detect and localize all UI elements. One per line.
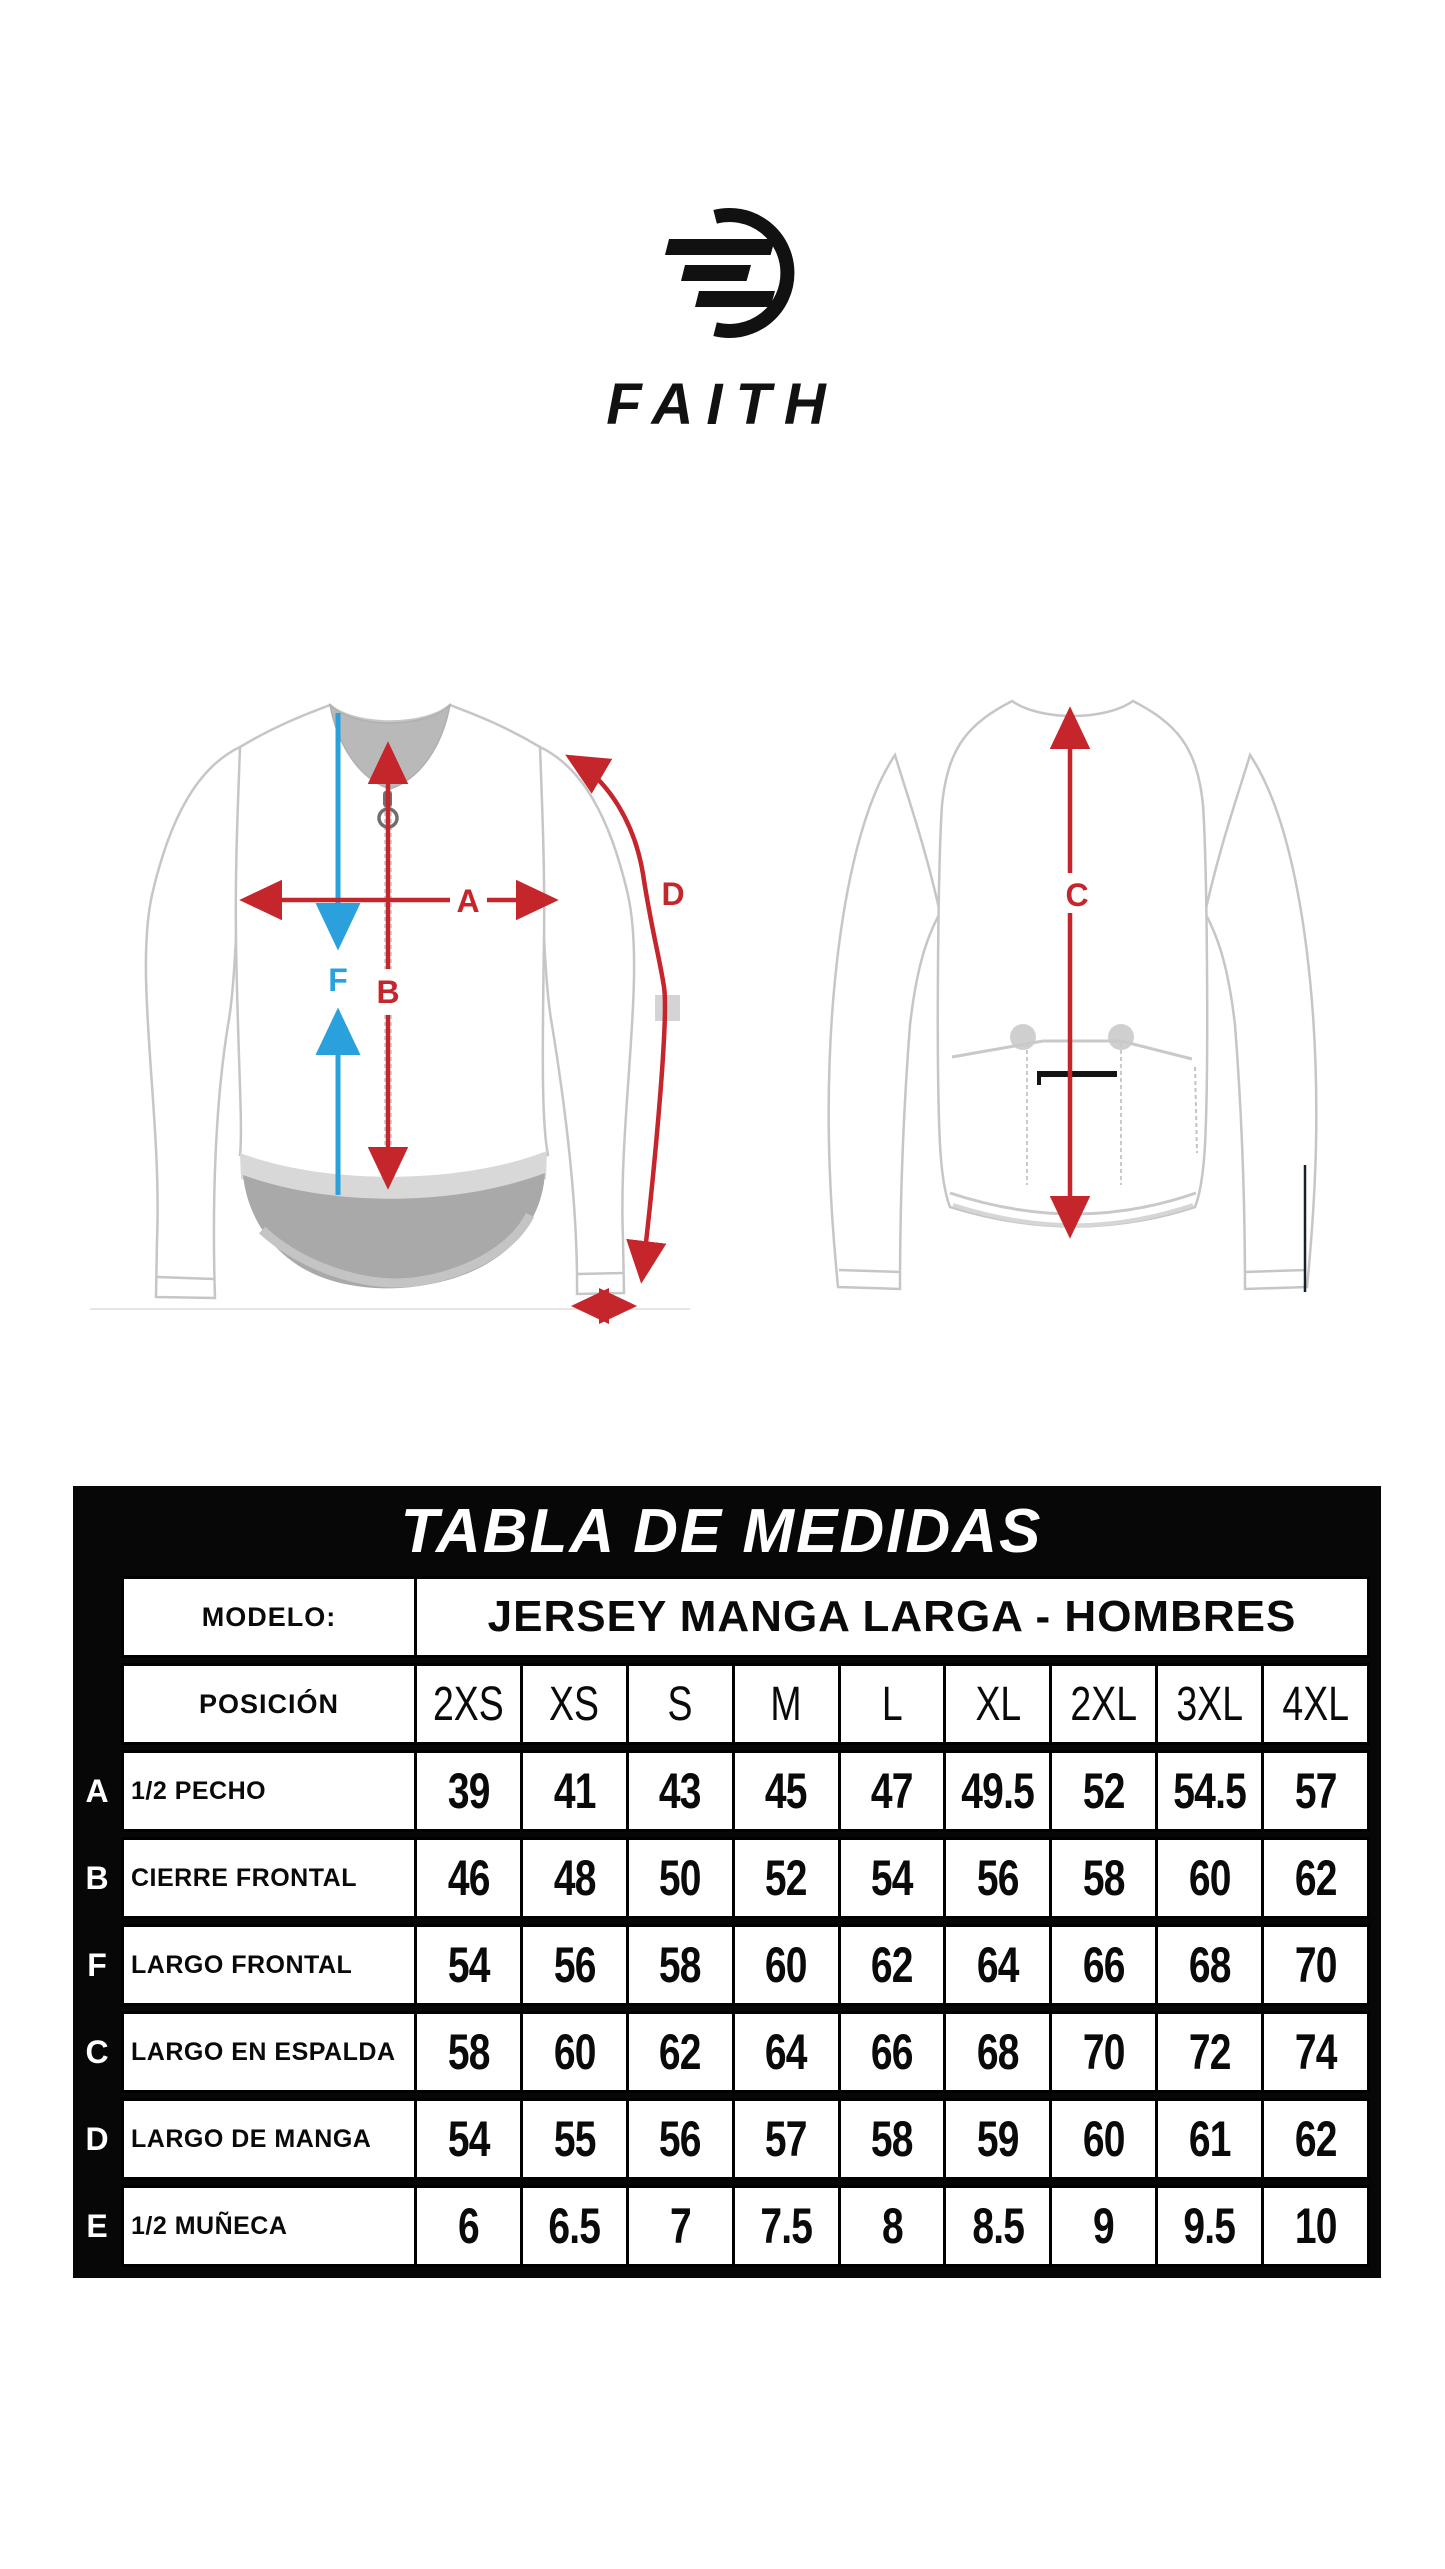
measurement-row [73, 1837, 1370, 1919]
measurement-value-cell: 48 [523, 1840, 629, 1916]
row-box [121, 1837, 1370, 1919]
row-label: LARGO FRONTAL [124, 1927, 417, 2003]
row-box [121, 1750, 1370, 1832]
measurement-value-cell: 9.5 [1158, 2188, 1264, 2264]
measurement-value-cell: 58 [629, 1927, 735, 2003]
size-header-cell: 3XL [1158, 1666, 1264, 1742]
measurement-value-cell: 70 [1052, 2014, 1158, 2090]
measurement-row [73, 2185, 1370, 2267]
row-box [121, 2098, 1370, 2180]
row-box [121, 1924, 1370, 2006]
faith-speed-circle-icon [625, 195, 820, 343]
pocket-zipper [1037, 1071, 1117, 1077]
measurement-value-cell: 72 [1158, 2014, 1264, 2090]
row-label: 1/2 MUÑECA [124, 2188, 417, 2264]
size-chart-table [73, 1486, 1381, 2278]
measurement-value-cell: 58 [417, 2014, 523, 2090]
measurement-value-cell: 7.5 [735, 2188, 841, 2264]
label-B: B [376, 974, 400, 1010]
row-letter: C [85, 2033, 109, 2070]
measurement-value-cell: 58 [1052, 1840, 1158, 1916]
measurement-value-cell: 60 [735, 1927, 841, 2003]
size-header-cell: L [841, 1666, 947, 1742]
measurement-value-cell: 57 [735, 2101, 841, 2177]
measurement-value-cell: 60 [1158, 1840, 1264, 1916]
measurement-value-cell: 54.5 [1158, 1753, 1264, 1829]
measurement-value-cell: 47 [841, 1753, 947, 1829]
measurement-row [73, 2098, 1370, 2180]
label-A: A [456, 883, 480, 919]
row-letter: E [86, 2207, 108, 2244]
measurement-value-cell: 60 [523, 2014, 629, 2090]
size-header-cell: 2XL [1052, 1666, 1158, 1742]
label-D: D [661, 876, 685, 912]
jersey-back-measurement-diagram [800, 685, 1360, 1315]
position-label: POSICIÓN [124, 1666, 417, 1742]
row-letter: F [87, 1946, 107, 1983]
back-torso [938, 701, 1207, 1227]
measurement-value-cell: 62 [1294, 1850, 1337, 1906]
measurement-value-cell: 68 [1158, 1927, 1264, 2003]
measurement-row [73, 2011, 1370, 2093]
size-header-cell: XL [946, 1666, 1052, 1742]
model-row [73, 1576, 1370, 1658]
measurement-value-cell: 54 [417, 2101, 523, 2177]
measurement-value-cell: 56 [946, 1840, 1052, 1916]
letter-slot-empty [73, 1663, 121, 1745]
size-header-cell: 4XL [1282, 1677, 1349, 1731]
measurement-value-cell: 66 [841, 2014, 947, 2090]
measurement-value-cell: 60 [1052, 2101, 1158, 2177]
measurement-value-cell: 54 [841, 1840, 947, 1916]
measurement-value-cell: 59 [946, 2101, 1052, 2177]
measurement-value-cell: 70 [1294, 1937, 1337, 1993]
measurement-value-cell: 7 [629, 2188, 735, 2264]
measurement-value-cell: 64 [946, 1927, 1052, 2003]
measurement-value-cell: 8 [841, 2188, 947, 2264]
measurement-value-cell: 46 [417, 1840, 523, 1916]
measurement-value-cell: 62 [1294, 2111, 1337, 2167]
model-value: JERSEY MANGA LARGA - HOMBRES [487, 1592, 1297, 1641]
letter-slot-empty [73, 1576, 121, 1658]
measurement-value-cell: 10 [1294, 2198, 1337, 2254]
measurement-value-cell: 41 [523, 1753, 629, 1829]
measurement-value-cell: 56 [523, 1927, 629, 2003]
measurement-rows [73, 1750, 1370, 2267]
row-box [121, 2185, 1370, 2267]
measurement-row [73, 1750, 1370, 1832]
row-label: LARGO EN ESPALDA [124, 2014, 417, 2090]
measurement-value-cell: 64 [735, 2014, 841, 2090]
measurement-value-cell: 8.5 [946, 2188, 1052, 2264]
row-box [121, 2011, 1370, 2093]
position-row [73, 1663, 1370, 1745]
measurement-value-cell: 61 [1158, 2101, 1264, 2177]
measurement-value-cell: 68 [946, 2014, 1052, 2090]
measurement-value-cell: 66 [1052, 1927, 1158, 2003]
measurement-value-cell: 6.5 [523, 2188, 629, 2264]
measurement-value-cell: 39 [417, 1753, 523, 1829]
row-label: 1/2 PECHO [124, 1753, 417, 1829]
measurement-row [73, 1924, 1370, 2006]
row-letter: D [85, 2120, 109, 2157]
measurement-value-cell: 43 [629, 1753, 735, 1829]
jersey-front-measurement-diagram [90, 685, 690, 1325]
measurement-value-cell: 52 [735, 1840, 841, 1916]
measurement-value-cell: 58 [841, 2101, 947, 2177]
brand-name: FAITH [606, 372, 839, 437]
size-chart-title: TABLA DE MEDIDAS [400, 1496, 1043, 1566]
measurement-value-cell: 6 [417, 2188, 523, 2264]
label-F: F [328, 962, 348, 998]
size-header-cell: S [629, 1666, 735, 1742]
measurement-value-cell: 9 [1052, 2188, 1158, 2264]
measurement-value-cell: 45 [735, 1753, 841, 1829]
label-C: C [1065, 877, 1089, 913]
measurement-value-cell: 49.5 [946, 1753, 1052, 1829]
size-header-cell: XS [523, 1666, 629, 1742]
measurement-value-cell: 74 [1294, 2024, 1337, 2080]
row-letter: B [85, 1859, 109, 1896]
row-letter: A [85, 1772, 109, 1809]
row-label: CIERRE FRONTAL [124, 1840, 417, 1916]
label-E: E [599, 1298, 611, 1317]
measurement-value-cell: 55 [523, 2101, 629, 2177]
brand-logo [0, 195, 1445, 438]
measurement-value-cell: 50 [629, 1840, 735, 1916]
model-label: MODELO: [124, 1579, 417, 1655]
gray-swatch-artifact [655, 995, 680, 1021]
row-label: LARGO DE MANGA [124, 2101, 417, 2177]
measurement-value-cell: 57 [1294, 1763, 1337, 1819]
measurement-value-cell: 62 [841, 1927, 947, 2003]
size-header-cell: M [735, 1666, 841, 1742]
measurement-value-cell: 56 [629, 2101, 735, 2177]
measurement-value-cell: 52 [1052, 1753, 1158, 1829]
size-header-cell: 2XS [417, 1666, 523, 1742]
measurement-value-cell: 62 [629, 2014, 735, 2090]
measurement-value-cell: 54 [417, 1927, 523, 2003]
